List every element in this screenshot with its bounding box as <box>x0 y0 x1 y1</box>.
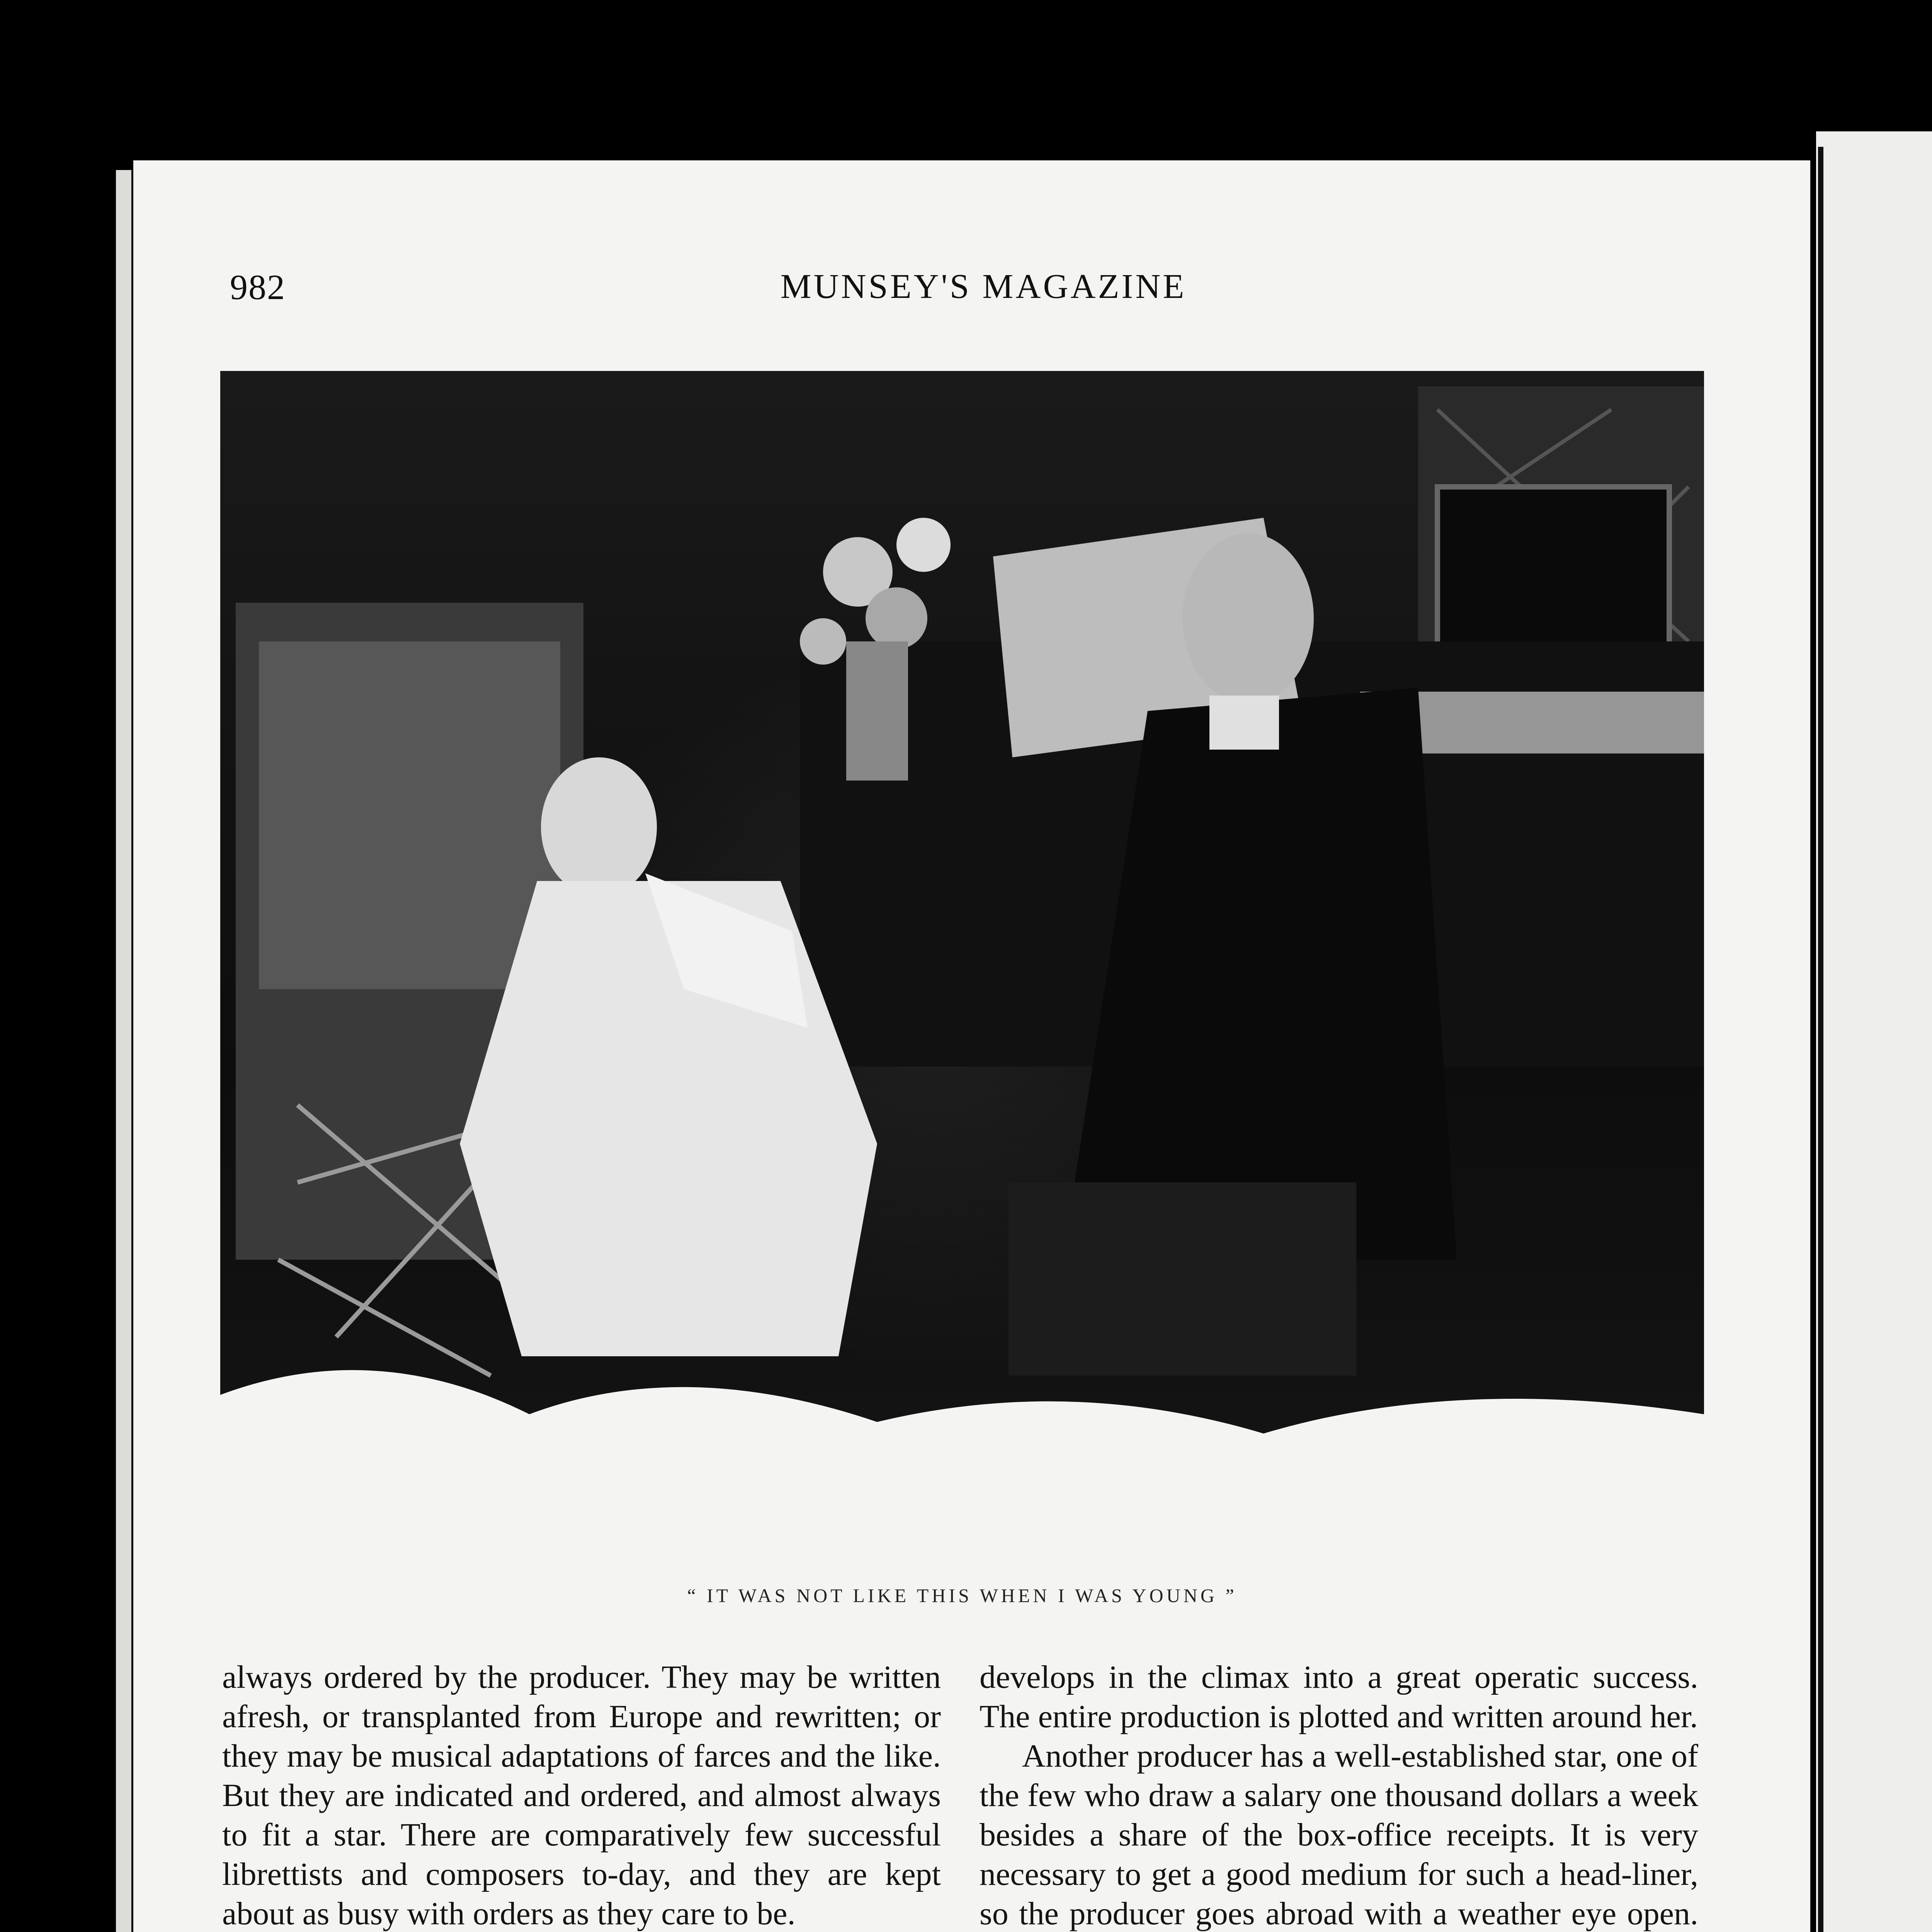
left-page-edge <box>116 170 131 1932</box>
running-head: MUNSEY'S MAGAZINE <box>780 267 1187 306</box>
illustration-drawing <box>220 371 1704 1534</box>
paragraph: develops in the climax into a great operatic success. The entire production is plotted and written around her. <box>980 1659 1698 1735</box>
text-column-right <box>980 1658 1698 1932</box>
page-number: 982 <box>230 267 286 307</box>
text-column-left <box>222 1658 941 1932</box>
facing-page-edge <box>1816 131 1932 1932</box>
halftone-illustration <box>220 371 1704 1534</box>
paragraph: always ordered by the producer. They may be written afresh, or transplanted from Europe and rewritten; or they may be musical adaptations of farces and the like. But they are indicated and ordered, and almost always to fit a star. There are comparatively few successful librettists and composers to-day, and they are kept about as busy with orders as they care to be. <box>222 1659 941 1932</box>
page-gutter-shadow <box>1818 147 1823 1932</box>
illustration-caption: “ IT WAS NOT LIKE THIS WHEN I WAS YOUNG ” <box>687 1585 1237 1606</box>
paragraph: Another producer has a well-established star, one of the few who draw a salary one thousand dollars a week besides a share of the box-office receipts. It is very necessary to get a good medium for such a head-liner, so the producer goes abroad with a weather eye open. <box>980 1738 1698 1932</box>
